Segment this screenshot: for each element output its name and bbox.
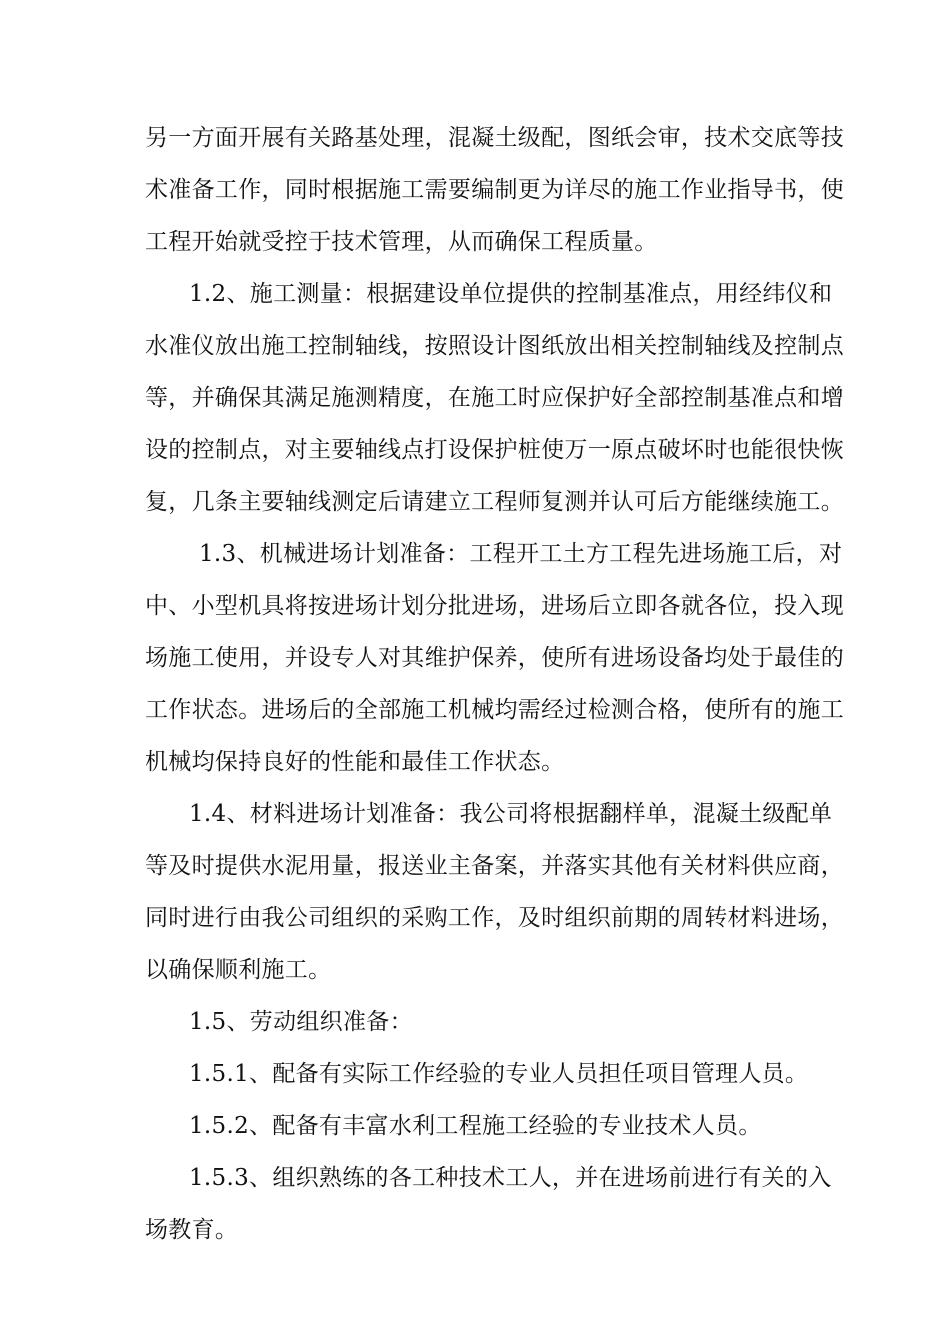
text-line: 等，并确保其满足施测精度，在施工时应保护好全部控制基准点和增	[145, 385, 844, 411]
text-line: 以确保顺利施工。	[145, 957, 332, 983]
text-line: 水准仪放出施工控制轴线，按照设计图纸放出相关控制轴线及控制点	[145, 333, 844, 359]
text-line: 术准备工作，同时根据施工需要编制更为详尽的施工作业指导书，使	[145, 177, 844, 203]
body-text	[145, 112, 844, 1256]
text-line: 设的控制点，对主要轴线点打设保护桩使万一原点破坏时也能很快恢	[145, 437, 844, 463]
text-line: 等及时提供水泥用量，报送业主备案，并落实其他有关材料供应商，	[145, 853, 844, 879]
text-line: 工作状态。进场后的全部施工机械均需经过检测合格，使所有的施工	[145, 697, 844, 723]
text-line: 中、小型机具将按进场计划分批进场，进场后立即各就各位，投入现	[145, 593, 844, 619]
text-line: 同时进行由我公司组织的采购工作，及时组织前期的周转材料进场，	[145, 905, 844, 931]
text-line: 工程开始就受控于技术管理，从而确保工程质量。	[145, 229, 658, 255]
section-1-5-heading: 1.5、劳动组织准备：	[189, 1009, 413, 1035]
text-line: 场施工使用，并设专人对其维护保养，使所有进场设备均处于最佳的	[145, 645, 844, 671]
section-1-3-heading-line: 1.3、机械进场计划准备：工程开工土方工程先进场施工后，对	[199, 541, 843, 567]
text-line: 场教育。	[145, 1217, 239, 1243]
text-line: 另一方面开展有关路基处理，混凝土级配，图纸会审，技术交底等技	[145, 125, 844, 151]
text-line: 复，几条主要轴线测定后请建立工程师复测并认可后方能继续施工。	[145, 489, 844, 515]
section-1-5-2-line: 1.5.2、配备有丰富水利工程施工经验的专业技术人员。	[189, 1113, 762, 1139]
section-1-5-3-line: 1.5.3、组织熟练的各工种技术工人，并在进场前进行有关的入	[189, 1165, 832, 1191]
text-line: 机械均保持良好的性能和最佳工作状态。	[145, 749, 565, 775]
section-1-2-heading-line: 1.2、施工测量：根据建设单位提供的控制基准点，用经纬仪和	[189, 281, 833, 307]
section-1-4-heading-line: 1.4、材料进场计划准备：我公司将根据翻样单，混凝土级配单	[189, 801, 833, 827]
section-1-5-1-line: 1.5.1、配备有实际工作经验的专业人员担任项目管理人员。	[189, 1061, 809, 1087]
